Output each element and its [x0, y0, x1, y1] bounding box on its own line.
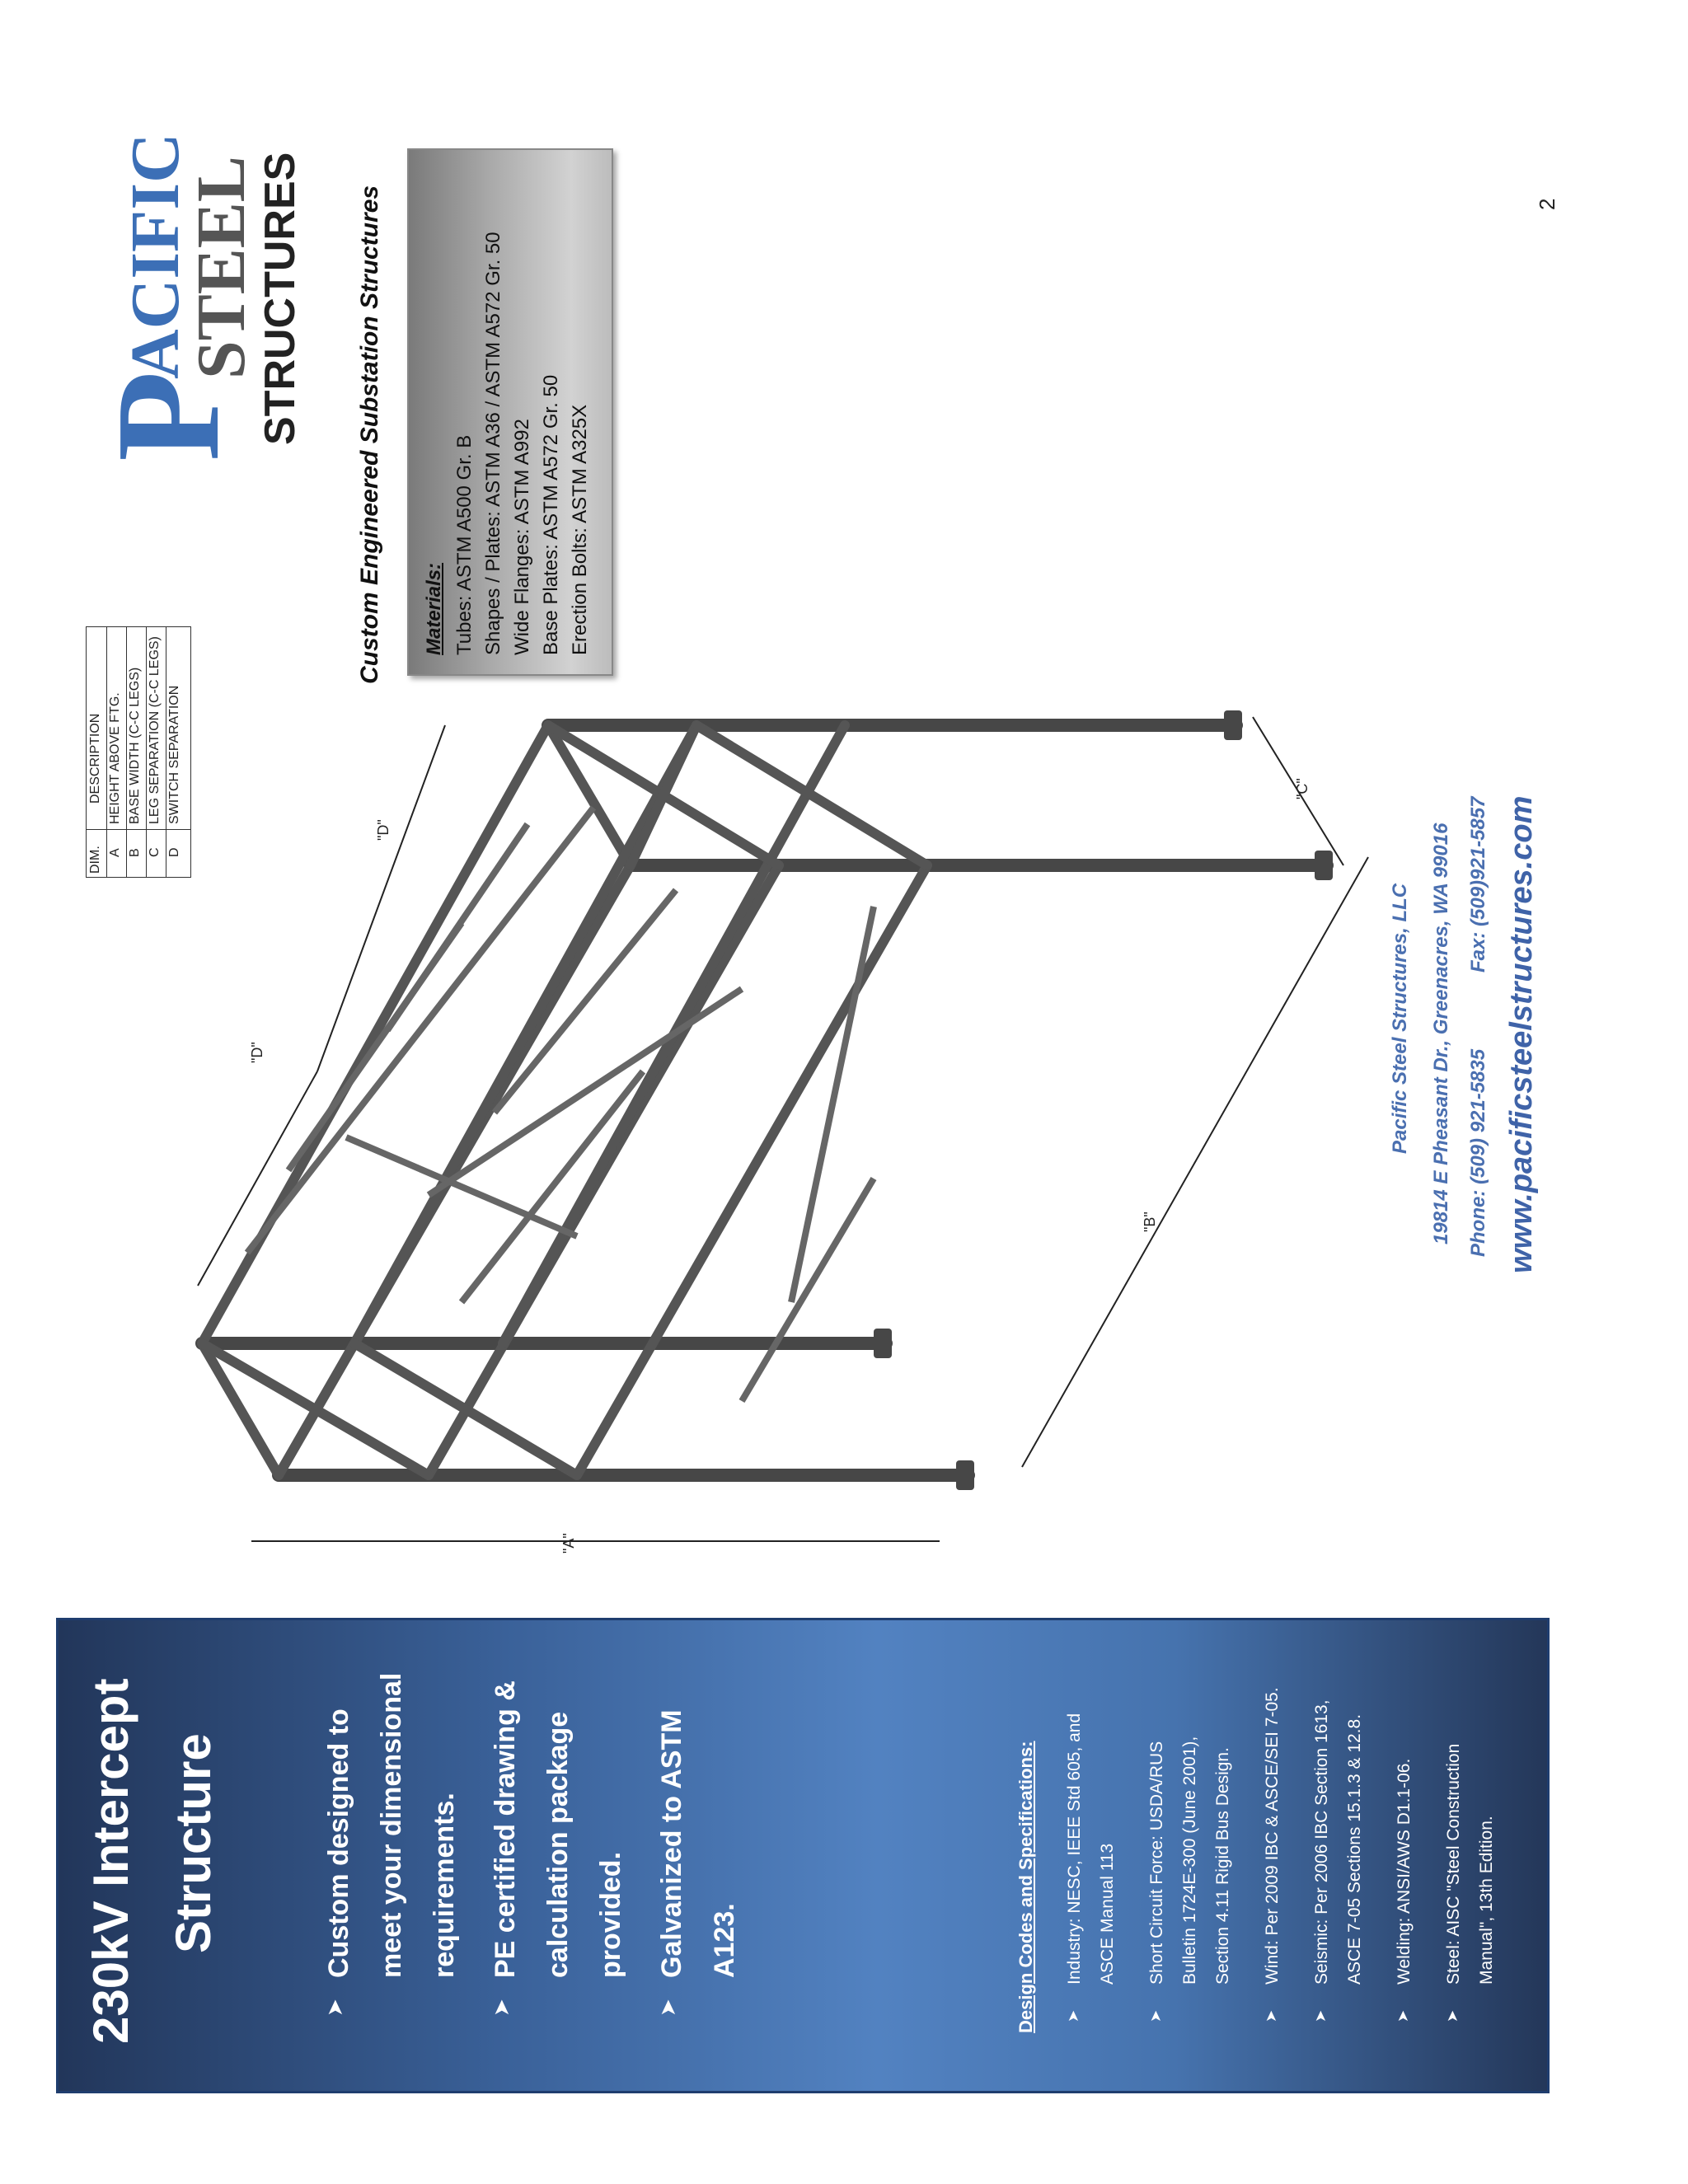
material-item-2: Shapes / Plates: ASTM A36 / ASTM A572 Gr. 50 — [482, 232, 504, 655]
dim-table-row-d-desc: SWITCH SEPARATION — [167, 685, 181, 824]
materials-heading: Materials: — [423, 562, 445, 655]
dim-label-c: "C" — [1294, 778, 1311, 799]
company-logo — [82, 115, 330, 470]
bullet-arrow-icon: ➤ — [1312, 2009, 1329, 2022]
code-5-line1: Welding: ANSI/AWS D1.1-06. — [1395, 1758, 1414, 1985]
panel-title-line1: 230kV Intercept — [83, 1678, 138, 2044]
code-2-line1: Short Circuit Force: USDA/RUS — [1147, 1741, 1166, 1985]
material-item-5: Erection Bolts: ASTM A325X — [569, 404, 591, 655]
bullet-arrow-icon: ➤ — [1395, 2009, 1412, 2022]
bullet-1-line2: meet your dimensional — [376, 1672, 407, 1978]
code-4-line1: Seismic: Per 2006 IBC Section 1613, — [1312, 1699, 1331, 1985]
bullet-arrow-icon: ➤ — [323, 1999, 348, 2017]
dim-table-row-a-dim: A — [108, 848, 122, 857]
code-4-line2: ASCE 7-05 Sections 15.1.3 & 12.8. — [1345, 1713, 1364, 1985]
tagline: Custom Engineered Substation Structures — [356, 185, 383, 684]
material-item-3: Wide Flanges: ASTM A992 — [511, 419, 533, 655]
bullet-arrow-icon: ➤ — [1147, 2009, 1165, 2022]
code-2-line2: Bulletin 1724E-300 (June 2001), — [1180, 1736, 1199, 1985]
contact-address: 19814 E Pheasant Dr., Greenacres, WA 99016 — [1430, 823, 1452, 1244]
logo-line2: STEEL — [183, 156, 260, 379]
bullet-2-line3: provided. — [595, 1851, 626, 1978]
bullet-arrow-icon: ➤ — [490, 1999, 514, 2017]
code-6-line1: Steel: AISC "Steel Construction — [1444, 1743, 1463, 1985]
dim-table-row-c-desc: LEG SEPARATION (C-C LEGS) — [148, 636, 162, 824]
bullet-1-line3: requirements. — [429, 1793, 460, 1978]
bullet-3-line1: Galvanized to ASTM — [656, 1709, 687, 1978]
bullet-arrow-icon: ➤ — [1444, 2009, 1461, 2022]
code-6-line2: Manual", 13th Edition. — [1477, 1816, 1496, 1985]
code-1-line1: Industry: NESC, IEEE Std 605, and — [1065, 1713, 1084, 1985]
code-1-line2: ASCE Manual 113 — [1098, 1843, 1117, 1985]
bullet-2-line1: PE certified drawing & — [490, 1680, 521, 1978]
bullet-1-line1: Custom designed to — [323, 1708, 354, 1978]
dim-label-b: "B" — [1142, 1212, 1158, 1232]
bullet-arrow-icon: ➤ — [656, 1999, 681, 2017]
bullet-arrow-icon: ➤ — [1263, 2009, 1280, 2022]
logo-line3: STRUCTURES — [256, 152, 304, 445]
dim-label-d2: "D" — [375, 819, 392, 841]
dim-table-row-a-desc: HEIGHT ABOVE FTG. — [108, 692, 122, 824]
code-2-line3: Section 4.11 Rigid Bus Design. — [1213, 1747, 1232, 1985]
dim-label-a: "A" — [560, 1533, 577, 1554]
codes-heading: Design Codes and Specifications: — [1015, 1741, 1036, 2033]
bullet-arrow-icon: ➤ — [1065, 2009, 1082, 2022]
logo-initial: P — [86, 371, 250, 462]
logo-line1: ACIFIC — [117, 133, 194, 379]
contact-phone: Phone: (509) 921-5835 — [1467, 1048, 1489, 1257]
bullet-2-line2: calculation package — [542, 1711, 574, 1978]
panel-title-line2: Structure — [166, 1733, 221, 1953]
material-item-1: Tubes: ASTM A500 Gr. B — [453, 434, 476, 655]
material-item-4: Base Plates: ASTM A572 Gr. 50 — [540, 374, 562, 655]
contact-company: Pacific Steel Structures, LLC — [1389, 883, 1411, 1154]
dim-table-row-c-dim: C — [148, 847, 162, 857]
dim-table-header-description: DESCRIPTION — [88, 713, 102, 804]
contact-fax: Fax: (509)921-5857 — [1467, 796, 1489, 972]
dim-table-header-dim: DIM. — [88, 846, 102, 874]
dim-table-row-d-dim: D — [167, 847, 181, 857]
bullet-3-line2: A123. — [709, 1903, 740, 1978]
dim-table-row-b-desc: BASE WIDTH (C-C LEGS) — [128, 667, 142, 824]
page-number: 2 — [1535, 198, 1559, 210]
contact-website[interactable]: www.pacificsteelstructures.com — [1504, 795, 1539, 1273]
dim-table-row-b-dim: B — [128, 848, 142, 857]
code-3-line1: Wind: Per 2009 IBC & ASCE/SEI 7-05. — [1263, 1687, 1282, 1985]
dim-label-d1: "D" — [249, 1042, 265, 1063]
